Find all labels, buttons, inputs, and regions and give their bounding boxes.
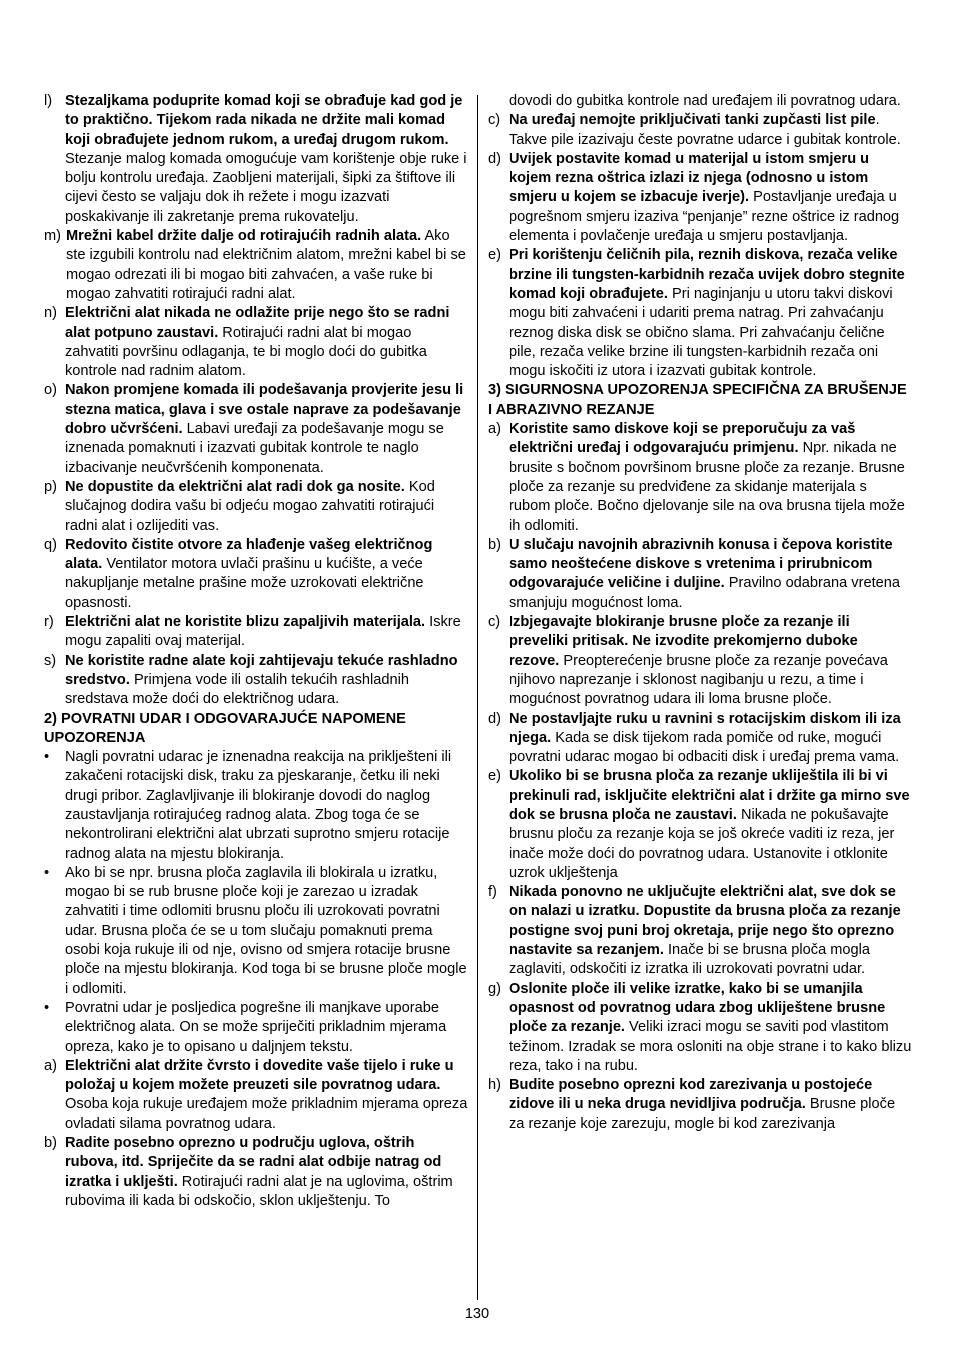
item-label: a): [44, 1057, 57, 1074]
item-bold-text: Ne postavljajte ruku u ravnini s rotacijskim diskom ili iza njega.: [509, 710, 901, 746]
item-text: Kod slučajnog dodira vašu bi odjeću mogao zahvatiti rotirajući radni alat i ozlijediti vas.: [65, 478, 435, 534]
list-item: [44, 1057, 468, 1134]
item-bold-text: Radite posebno oprezno u području uglova, oštrih rubova, itd. Spriječite da se radni alat odbije natrag od izratka i uklješti.: [65, 1135, 442, 1190]
list-item: [44, 227, 468, 304]
item-bold-text: Uvijek postavite komad u materijal u istom smjeru u kojem rezna oštrica izlazi iz njega (odnosno u istom smjeru u kojem se izbacuje iverje).: [509, 150, 870, 206]
item-label: g): [488, 980, 501, 997]
item-bold-text: Pri korištenju čeličnih pila, reznih diskova, rezača velike brzine ili tungsten-karbidnih rezača uvijek dobro stegnite komad koji obrađujete.: [509, 247, 905, 302]
item-text: Primjena vode ili ostalih tekućih rashladnih sredstava može doći do električnog udara.: [65, 671, 409, 708]
list-item: [44, 381, 468, 477]
item-text: Pravilno odabrana vretena smanjuju mogućnost loma.: [509, 575, 900, 611]
item-label: e): [488, 768, 501, 785]
item-text: Osoba koja rukuje uređajem može prikladnim mjerama opreza ovladati silama povratnog udara.: [65, 1096, 468, 1132]
list-item: [488, 111, 912, 150]
item-label: l): [44, 93, 53, 109]
item-text: Preopterećenje brusne ploče za rezanje povećava njihovo naprezanje i sklonost nagibanju u rezu, a time i mogućnost povratnog udara ili loma brusne ploče.: [509, 652, 888, 708]
item-text: Kada se disk tijekom rada pomiče od ruke, mogući povratni udarac mogao bi odbaciti disk i uređaj prema vama.: [509, 729, 900, 766]
left-column: [44, 92, 468, 1211]
item-text: Npr. nikada ne brusite s bočnom površinom brusne ploče za rezanje. Brusne ploče za rezanje su predviđene za skidanje materijala s rubom ploče. Bočno djelovanje sile na ova brusna tijela može ih odlomiti.: [509, 440, 905, 534]
item-bold-text: Stezaljkama poduprite komad koji se obrađuje kad god je to praktično. Tijekom rada nikada ne držite mali komad koji obrađujete jednom rukom, a uređaj drugom rukom.: [65, 93, 463, 148]
item-bold-text: Ne koristite radne alate koji zahtijevaju tekuće rashladno sredstvo.: [65, 652, 458, 688]
item-text: Povratni udar je posljedica pogrešne ili manjkave uporabe električnog alata. On se može spriječiti prikladnim mjerama opreza, kako je to opisano u daljnjem tekstu.: [65, 999, 447, 1055]
item-label: a): [488, 421, 501, 438]
page-number: 130: [464, 1306, 490, 1322]
list-item: [488, 246, 912, 381]
bullet-item: [44, 999, 468, 1057]
item-text: Labavi uređaji za podešavanje mogu se iznenada pomaknuti i izazvati gubitak kontrole te naglo izbacivanje neučvršćenih komponenata.: [65, 421, 444, 476]
item-label: m): [44, 228, 62, 245]
list-item: [488, 980, 912, 1076]
right-column: [488, 92, 912, 1134]
item-label: h): [488, 1077, 501, 1094]
item-text: Ventilator motora uvlači prašinu u kućište, a veće nakupljanje metalne prašine može uzrokovati električne opasnosti.: [65, 556, 424, 611]
item-label: e): [488, 247, 501, 264]
item-label: p): [44, 478, 57, 495]
item-label: s): [44, 652, 57, 669]
item-text: Postavljanje uređaja u pogrešnom smjeru izaziva “penjanje” rezne oštrice iz radnog elementa i povlačenje uređaja u smjeru postavljanja.: [509, 189, 900, 245]
item-bold-text: U slučaju navojnih abrazivnih konusa i čepova koristite samo neoštećene diskove s vretenima i prirubnicom odgovarajuće veličine i duljine.: [509, 536, 893, 592]
list-item: [44, 1134, 468, 1211]
item-text: Inače bi se brusna ploča mogla zaglaviti, odskočiti iz izratka ili uzrokovati povratni udar.: [509, 942, 870, 978]
item-bold-text: Električni alat nikada ne odlažite prije nego što se radni alat potpuno zaustavi.: [65, 305, 450, 341]
item-bold-text: Nakon promjene komada ili podešavanja provjerite jesu li stezna matica, glava i sve ostale naprave za podešavanje dobro učvršćeni.: [65, 382, 464, 438]
item-bold-text: Oslonite ploče ili velike izratke, kako bi se umanjila opasnost od povratnog udara zbog ukliještene brusne ploče za rezanje.: [509, 980, 886, 1036]
item-bold-text: Redovito čistite otvore za hlađenje vašeg električnog alata.: [65, 536, 433, 573]
list-item: [44, 478, 468, 536]
list-item: [488, 92, 912, 111]
item-label: b): [488, 536, 501, 553]
item-bold-text: Električni alat ne koristite blizu zapaljivih materijala.: [65, 614, 426, 631]
section-heading: 2) POVRATNI UDAR I ODGOVARAJUĆE NAPOMENE UPOZORENJA: [44, 710, 406, 746]
section-heading: 3) SIGURNOSNA UPOZORENJA SPECIFIČNA ZA BRUŠENJE I ABRAZIVNO REZANJE: [488, 382, 907, 418]
list-item: [488, 420, 912, 536]
item-text: Nagli povratni udarac je iznenadna reakcija na priklješteni ili zakačeni rotacijski disk, traku za pjeskaranje, četku ili neki drugi pribor. Zaglavljivanje ili blokiranje dovodi do naglog zaustavljanja rotirajućeg radnog alata. Zbog toga će se nekontrolirani električni alat ubrzati suprotno smjeru rotacije radnog alata na mjestu blokiranja.: [65, 749, 452, 862]
item-label: q): [44, 536, 57, 553]
item-bold-text: Koristite samo diskove koji se preporučuju za vaš električni uređaj i odgovarajuću primjenu.: [509, 421, 856, 457]
list-item: [44, 613, 468, 652]
item-label: c): [488, 112, 501, 129]
list-item: [488, 1076, 912, 1134]
item-text: Iskre mogu zapaliti ovaj materijal.: [65, 614, 461, 650]
item-bold-text: Nikada ponovno ne uključujte električni alat, sve dok se on nalazi u izratku. Dopustite da brusna ploča za rezanje postigne svoj puni broj okretaja, prije nego što oprezno nastavite sa rezanjem.: [509, 884, 901, 959]
item-text: Stezanje malog komada omogućuje vam korištenje obje ruke i bolju kontrolu uređaja. Zaobljeni materijali, šipki za štiftove ili cijevi često se valjaju dok ih režete i mogu izazvati poskakivanje ili zakretanje prema rukovatelju.: [65, 150, 467, 225]
list-item: [44, 536, 468, 613]
item-text: Brusne ploče za rezanje koje zarezuju, mogle bi kod zarezivanja: [509, 1096, 896, 1132]
list-item: [44, 304, 468, 381]
bullet-item: [44, 864, 468, 999]
item-label: f): [488, 884, 497, 901]
item-label: n): [44, 305, 57, 322]
item-bold-text: Električni alat držite čvrsto i dovedite vaše tijelo i ruke u položaj u kojem možete preuzeti sile povratnog udara.: [65, 1057, 454, 1094]
item-text: Ako ste izgubili kontrolu nad električnim alatom, mrežni kabel bi se mogao odrezati ili bi mogao biti zahvaćen, a vaše ruke bi mogao zahvatiti rotirajući radni alat.: [66, 228, 466, 302]
item-label: b): [44, 1135, 57, 1152]
bullet-item: [44, 748, 468, 864]
item-bold-text: Izbjegavajte blokiranje brusne ploče za rezanje ili preveliki pritisak. Ne izvodite prekomjerno duboke rezove.: [509, 614, 858, 669]
item-label: •: [44, 999, 50, 1016]
list-item: [488, 536, 912, 613]
item-label: •: [44, 864, 50, 881]
list-item: [488, 150, 912, 246]
item-label: d): [488, 150, 501, 167]
list-item: [488, 767, 912, 883]
item-text: Pri naginjanju u utoru takvi diskovi mogu biti zahvaćeni i udariti prema natrag. Pri zahvaćanju reznog diska disk se obično slama. Pri zahvaćanju čelične pile, rezača velike brzine ili tungsten-karbidnih rezača oni mogu iskočiti iz utora i izazvati gubitak kontrole.: [509, 285, 893, 380]
list-item: [44, 92, 468, 227]
item-label: c): [488, 614, 501, 631]
list-item: [44, 652, 468, 710]
item-label: r): [44, 614, 54, 631]
item-text: Rotirajući radni alat je na uglovima, oštrim rubovima ili kada bi odskočio, sklon uklještenju. To: [65, 1173, 453, 1209]
item-bold-text: Na uređaj nemojte priključivati tanki zupčasti list pile: [509, 112, 876, 129]
item-bold-text: Ukoliko bi se brusna ploča za rezanje ukliještila ili bi vi prekinuli rad, isključite električni alat i držite ga mirno sve dok se brusna ploča ne zaustavi.: [509, 768, 910, 823]
item-text: Nikada ne pokušavajte brusnu ploču za rezanje koja se još okreće vaditi iz reza, jer inače može doći do povratnog udara. Ustanovite i otklonite uzrok uklještenja: [509, 806, 895, 881]
item-text: dovodi do gubitka kontrole nad uređajem ili povratnog udara.: [509, 93, 901, 109]
list-item: [488, 613, 912, 709]
item-label: o): [44, 382, 57, 399]
item-bold-text: Mrežni kabel držite dalje od rotirajućih radnih alata.: [66, 228, 422, 245]
item-label: •: [44, 749, 50, 766]
column-divider: [477, 95, 478, 1300]
list-item: [488, 710, 912, 768]
item-text: Ako bi se npr. brusna ploča zaglavila ili blokirala u izratku, mogao bi se rub brusne ploče koji je zarezao u izradak zahvatiti i time odlomiti brusnu ploču ili uzrokovati povratni udar. Brusna ploča će se u tom slučaju pomaknuti prema osobi koja rukuje ili od nje, ovisno od smjera rotacije brusne ploče na mjestu blokiranja. Kod toga bi se brusne ploče mogle i odlomiti.: [65, 864, 467, 997]
list-item: [488, 883, 912, 979]
item-text: Veliki izraci mogu se saviti pod vlastitom težinom. Izradak se mora osloniti na obje strane i to kako blizu reza, tako i na rubu.: [509, 1019, 912, 1074]
item-bold-text: Budite posebno oprezni kod zarezivanja u postojeće zidove ili u neka druga nevidljiva područja.: [509, 1077, 873, 1113]
item-bold-text: Ne dopustite da električni alat radi dok ga nosite.: [65, 478, 405, 495]
item-text: . Takve pile izazivaju česte povratne udarce i gubitak kontrole.: [509, 112, 901, 148]
item-text: Rotirajući radni alat bi mogao zahvatiti površinu odlaganja, te bi moglo doći do gubitka kontrole nad radnim alatom.: [65, 324, 427, 380]
item-label: d): [488, 710, 501, 727]
